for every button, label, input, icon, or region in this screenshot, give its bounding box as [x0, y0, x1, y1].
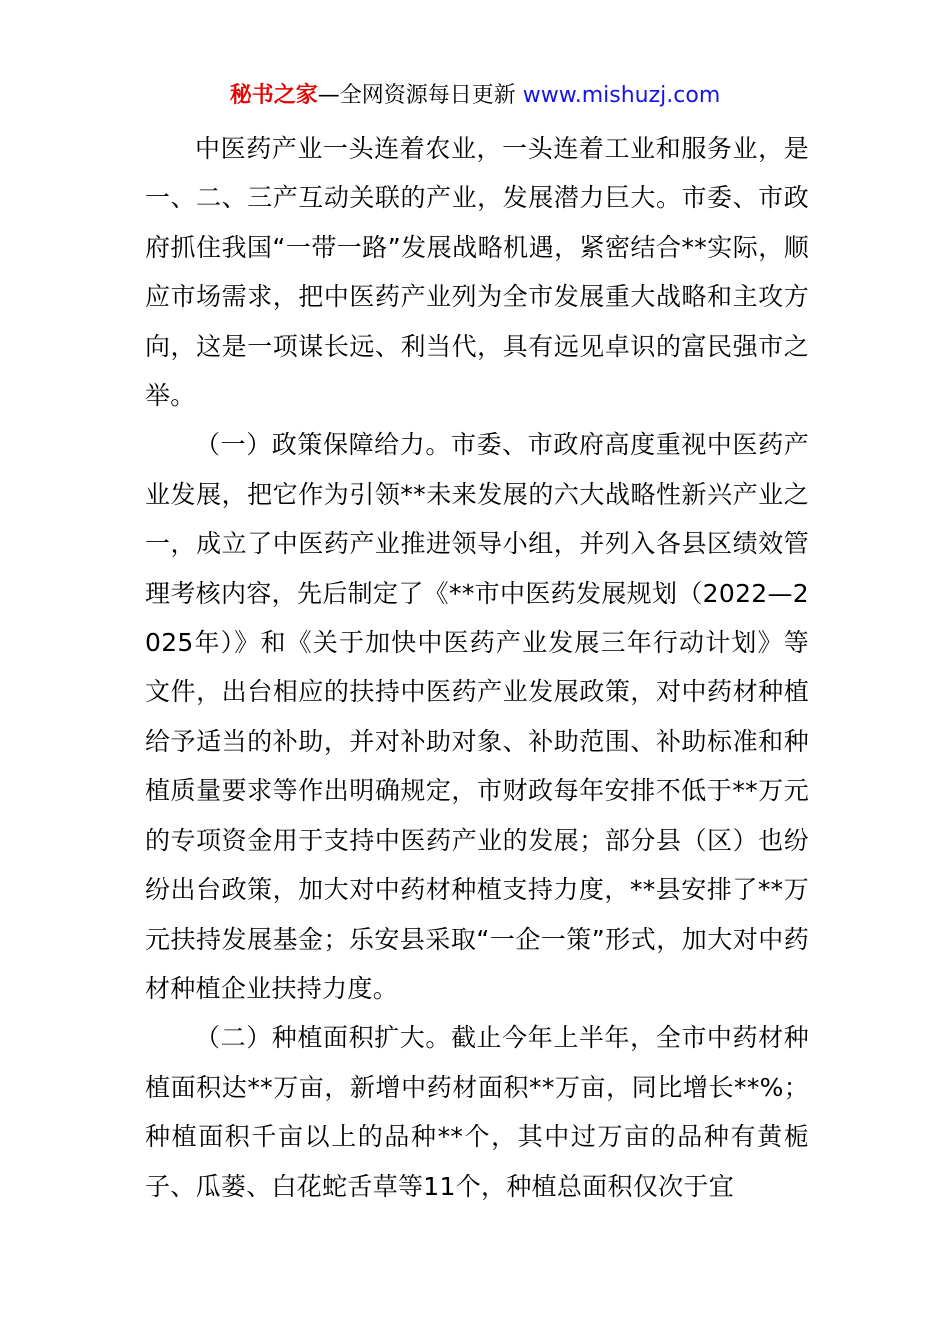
site-url-link[interactable]: www.mishuzj.com [522, 83, 721, 108]
header-slogan: —全网资源每日更新 [317, 83, 516, 108]
brand-name: 秘书之家 [229, 83, 318, 108]
paragraph-planting-area: （二）种植面积扩大。截止今年上半年，全市中药材种植面积达**万亩，新增中药材面积**万亩，同比增长**%；种植面积千亩以上的品种**个，其中过万亩的品种有黄栀子、瓜蒌、白花蛇舌草等11个，种植总面积仅次于宜 [145, 1023, 809, 1201]
site-header [0, 80, 950, 112]
document-body [145, 124, 809, 1211]
paragraph-policy-support: （一）政策保障给力。市委、市政府高度重视中医药产业发展，把它作为引领**未来发展的六大战略性新兴产业之一，成立了中医药产业推进领导小组，并列入各县区绩效管理考核内容，先后制定了《**市中医药发展规划（2022—2025年）》和《关于加快中医药产业发展三年行动计划》等文件，出台相应的扶持中医药产业发展政策，对中药材种植给予适当的补助，并对补助对象、补助范围、补助标准和种植质量要求等作出明确规定，市财政每年安排不低于**万元的专项资金用于支持中医药产业的发展；部分县（区）也纷纷出台政策，加大对中药材种植支持力度，**县安排了**万元扶持发展基金；乐安县采取“一企一策”形式，加大对中药材种植企业扶持力度。 [145, 430, 809, 1003]
paragraph-intro: 中医药产业一头连着农业，一头连着工业和服务业，是一、二、三产互动关联的产业，发展潜力巨大。市委、市政府抓住我国“一带一路”发展战略机遇，紧密结合**实际，顺应市场需求，把中医药产业列为全市发展重大战略和主攻方向，这是一项谋长远、利当代，具有远见卓识的富民强市之举。 [145, 134, 809, 411]
